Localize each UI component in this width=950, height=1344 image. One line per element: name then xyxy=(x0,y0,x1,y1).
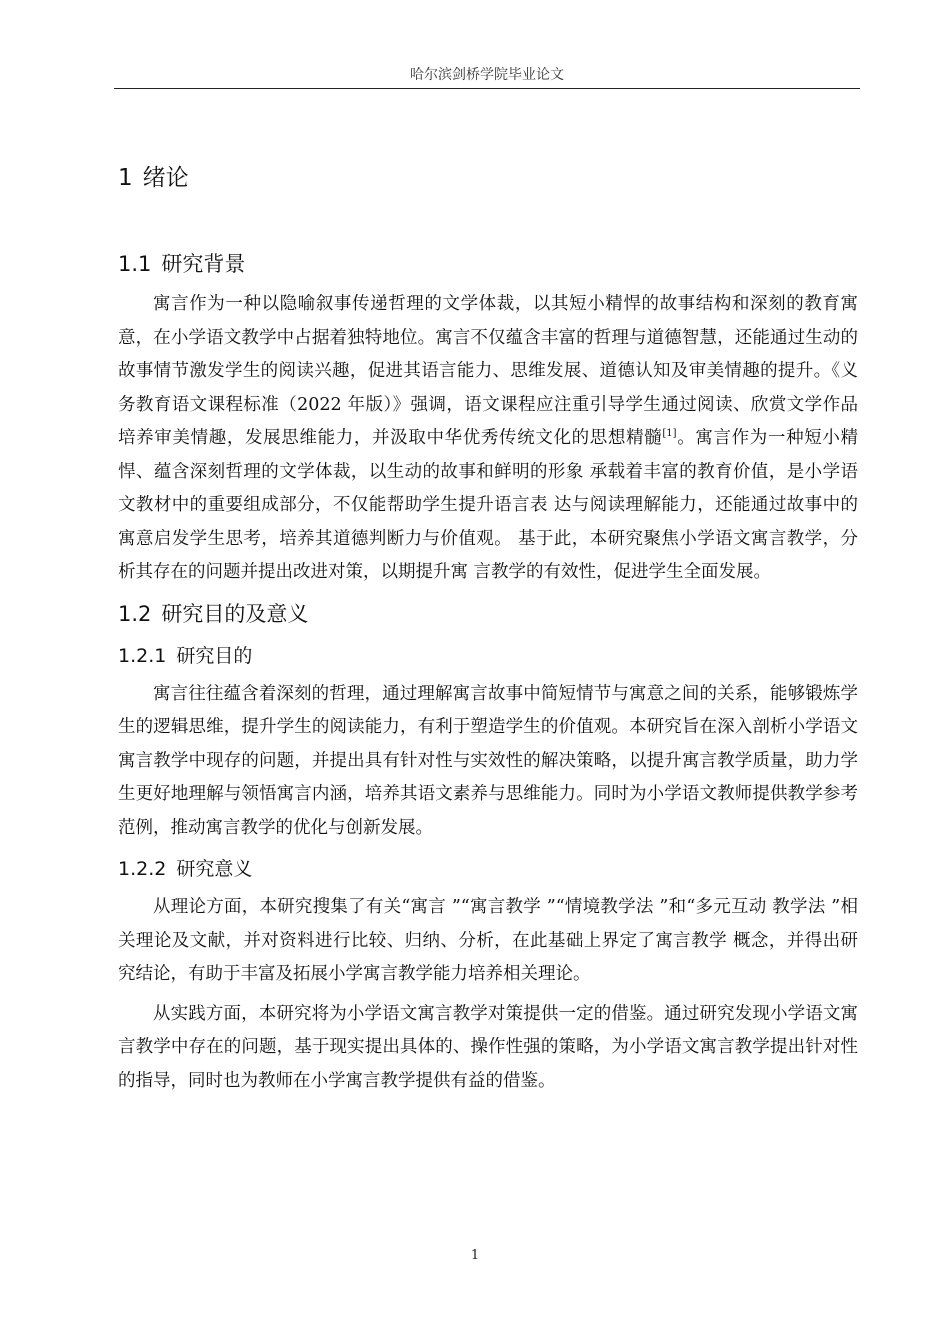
subsection-number: 1.2.2 xyxy=(118,858,167,880)
background-paragraph xyxy=(118,288,858,590)
section-title: 研究背景 xyxy=(161,252,246,276)
background-text-part1: 寓言作为一种以隐喻叙事传递哲理的文学体裁，以其短小精悍的故事结构和深刻的教育寓意，在小学语文教学中占据着独特地位。寓言不仅蕴含丰富的哲理与道德智慧，还能通过生动的故事情节激发学生的阅读兴趣，促进其语言能力、思维发展、道德认知及审美情趣的提升。《义务教育语文课程标准（2022 年版）》强调，语文课程应注重引导学生通过阅读、欣赏文学作品培养审美情趣，发展思维能力，并汲取中华优秀传统文化的思想精髓 xyxy=(118,294,858,448)
page-content xyxy=(118,160,858,1104)
subsection-heading-significance xyxy=(118,851,858,887)
chapter-number: 1 xyxy=(118,165,133,191)
section-title: 研究目的及意义 xyxy=(161,601,309,626)
significance-paragraph-practice: 从实践方面，本研究将为小学语文寓言教学对策提供一定的借鉴。通过研究发现小学语文寓言教学中存在的问题，基于现实提出具体的、操作性强的策略，为小学语文寓言教学提出针对性的指导，同时也为教师在小学寓言教学提供有益的借鉴。 xyxy=(118,1003,858,1091)
subsection-title: 研究目的 xyxy=(176,644,253,667)
subsection-heading-purpose xyxy=(118,638,858,674)
background-text-part2: 。寓言作为一种短小精悍、蕴含深刻哲理的文学体裁，以生动的故事和鲜明的形象 承载着丰富的教育价值，是小学语文教材中的重要组成部分，不仅能帮助学生提升语言表 达与阅读理解能力，还能通过故事中的寓意启发学生思考，培养其道德判断力与价值观。 基于此，本研究聚焦小学语文寓言教学，分析其存在的问题并提出改进对策，以期提升寓 言教学的有效性，促进学生全面发展。 xyxy=(118,428,859,582)
running-header: 哈尔滨剑桥学院毕业论文 xyxy=(410,67,564,83)
chapter-heading xyxy=(118,160,858,196)
chapter-title: 绪论 xyxy=(142,165,189,191)
page-number: 1 xyxy=(470,1248,480,1263)
subsection-number: 1.2.1 xyxy=(118,644,167,667)
purpose-paragraph: 寓言往往蕴含着深刻的哲理，通过理解寓言故事中简短情节与寓意之间的关系，能够锻炼学生的逻辑思维，提升学生的阅读能力，有利于塑造学生的价值观。本研究旨在深入剖析小学语文寓言教学中现存的问题，并提出具有针对性与实效性的解决策略，以提升寓言教学质量，助力学生更好地理解与领悟寓言内涵，培养其语文素养与思维能力。同时为小学语文教师提供教学参考范例，推动寓言教学的优化与创新发展。 xyxy=(118,683,858,838)
section-number: 1.1 xyxy=(118,252,152,276)
significance-paragraph-theory: 从理论方面，本研究搜集了有关“寓言 ”“寓言教学 ”“情境教学法 ”和“多元互动 教学法 ”相关理论及文献，并对资料进行比较、归纳、分析，在此基础上界定了寓言教学 概念，并得出研究结论，有助于丰富及拓展小学寓言教学能力培养相关理论。 xyxy=(118,897,858,984)
section-heading-purpose-significance xyxy=(118,596,858,632)
section-heading-background xyxy=(118,246,858,282)
subsection-title: 研究意义 xyxy=(176,858,253,880)
section-number: 1.2 xyxy=(118,601,152,626)
header-rule xyxy=(114,88,860,89)
citation-marker[interactable]: [1] xyxy=(662,428,677,440)
